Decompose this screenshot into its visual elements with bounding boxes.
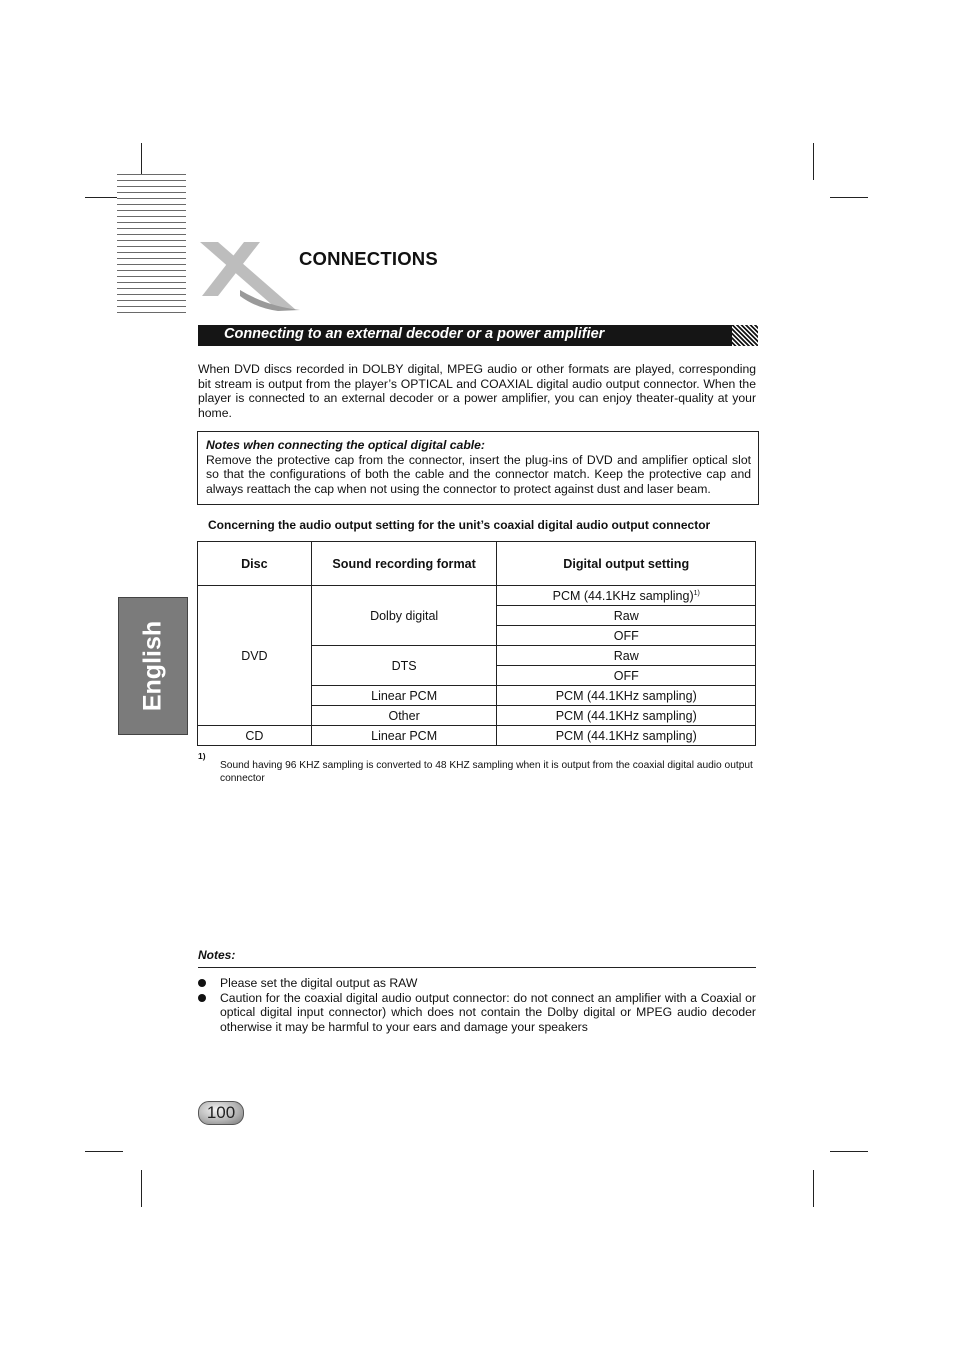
bullet-icon — [198, 979, 206, 987]
table-caption: Concerning the audio output setting for the unit’s coaxial digital audio output connector — [208, 518, 711, 532]
decorative-stripes — [117, 174, 186, 314]
audio-output-table — [197, 541, 756, 746]
notes-item-text: Please set the digital output as RAW — [220, 976, 418, 990]
crop-mark-tr-h — [830, 197, 868, 198]
list-item — [198, 976, 756, 991]
cell-output-dolby-pcm — [497, 586, 756, 606]
optical-cable-note-box — [197, 431, 759, 505]
intro-paragraph: When DVD discs recorded in DOLBY digital, MPEG audio or other formats are played, corresponding bit stream is output from the player’s OPTICAL and COAXIAL digital audio output connector. When the player is connected to an external decoder or a power amplifier, you can enjoy theater-quality at your home. — [198, 362, 756, 420]
table-row — [198, 726, 756, 746]
cell-output-dolby-off: OFF — [497, 626, 756, 646]
header-format: Sound recording format — [311, 542, 497, 586]
notes-list — [198, 976, 756, 1034]
cell-output-lpcm: PCM (44.1KHz sampling) — [497, 686, 756, 706]
cell-format-other: Other — [311, 706, 497, 726]
crop-mark-br-h — [830, 1151, 868, 1152]
section-heading: Connecting to an external decoder or a power amplifier — [224, 326, 605, 342]
notes-heading: Notes: — [198, 948, 236, 962]
language-side-tab-label: English — [138, 620, 167, 712]
page-number-badge — [198, 1101, 244, 1125]
page-title: CONNECTIONS — [299, 248, 438, 269]
footnote-ref: 1) — [693, 589, 700, 597]
section-banner — [198, 325, 758, 346]
cell-format-dolby: Dolby digital — [311, 586, 497, 646]
crop-mark-bl-v — [141, 1170, 142, 1207]
cell-output-dolby-raw: Raw — [497, 606, 756, 626]
cell-output-cd: PCM (44.1KHz sampling) — [497, 726, 756, 746]
crop-mark-tr-v — [813, 143, 814, 180]
header-output: Digital output setting — [497, 542, 756, 586]
header-disc: Disc — [198, 542, 312, 586]
list-item — [198, 991, 756, 1035]
note-box-body: Remove the protective cap from the connector, insert the plug-ins of DVD and amplifier optical slot so that the configurations of both the cable and the connector match. Keep the protective cap and always reattach the cap when not using the connector to protect against dust and laser beam. — [206, 452, 751, 496]
crop-mark-br-v — [813, 1170, 814, 1207]
brand-x-logo-icon — [196, 240, 302, 314]
cell-format-lpcm: Linear PCM — [311, 686, 497, 706]
banner-hatch-decoration — [732, 325, 758, 346]
cell-output-dts-off: OFF — [497, 666, 756, 686]
language-side-tab — [118, 597, 188, 735]
cell-disc-cd: CD — [198, 726, 312, 746]
table-row — [198, 586, 756, 606]
notes-divider — [198, 967, 756, 968]
bullet-icon — [198, 994, 206, 1002]
table-header-row — [198, 542, 756, 586]
note-box-title: Notes when connecting the optical digital cable: — [206, 438, 485, 452]
cell-output-dts-raw: Raw — [497, 646, 756, 666]
cell-output-dolby-pcm-text: PCM (44.1KHz sampling) — [552, 588, 694, 603]
cell-format-dts: DTS — [311, 646, 497, 686]
page-number: 100 — [206, 1103, 236, 1122]
cell-output-other: PCM (44.1KHz sampling) — [497, 706, 756, 726]
crop-mark-bl-h — [85, 1151, 123, 1152]
cell-format-cd-lpcm: Linear PCM — [311, 726, 497, 746]
notes-item-text: Caution for the coaxial digital audio output connector: do not connect an amplifier with a Coaxial or optical digital input connector) which does not contain the Dolby digital or MPEG audio decoder otherwise it may be harmful to your ears and damage your speakers — [220, 990, 756, 1034]
footnote-text: Sound having 96 KHZ sampling is converted to 48 KHZ sampling when it is output from the coaxial digital audio output connector — [220, 760, 753, 784]
footnote-mark: 1) — [198, 751, 206, 761]
cell-disc-dvd: DVD — [198, 586, 312, 726]
